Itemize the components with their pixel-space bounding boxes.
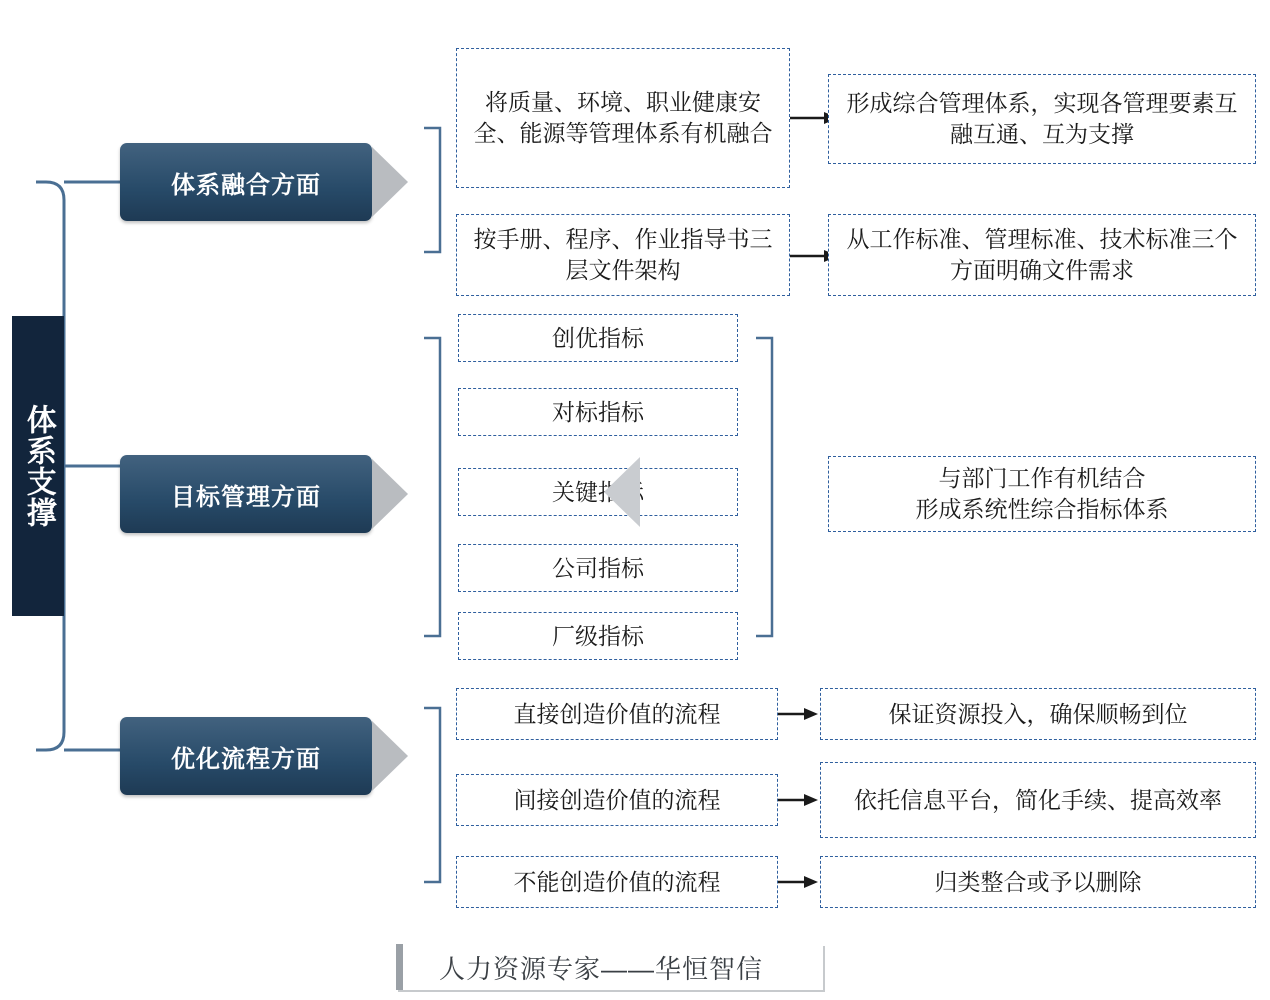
root-label: 体系支撑 (21, 404, 55, 528)
goal-item-2[interactable]: 对标指标 (458, 388, 738, 436)
process-result-3[interactable]: 归类整合或予以删除 (820, 856, 1256, 908)
goal-note[interactable] (828, 456, 1256, 532)
integration-item-2[interactable]: 按手册、程序、作业指导书三层文件架构 (456, 214, 790, 296)
goal-item-1[interactable]: 创优指标 (458, 314, 738, 362)
category-integration[interactable] (120, 143, 372, 221)
goal-note-line-1: 与部门工作有机结合 (938, 465, 1146, 492)
chevron-right-icon (372, 459, 408, 529)
integration-result-2[interactable]: 从工作标准、管理标准、技术标准三个方面明确文件需求 (828, 214, 1256, 296)
goal-item-5[interactable]: 厂级指标 (458, 612, 738, 660)
process-result-1[interactable]: 保证资源投入，确保顺畅到位 (820, 688, 1256, 740)
goal-item-3[interactable]: 关键指标 (458, 468, 738, 516)
integration-item-1[interactable]: 将质量、环境、职业健康安全、能源等管理体系有机融合 (456, 48, 790, 188)
category-process[interactable] (120, 717, 372, 795)
goal-note-line-2: 形成系统性综合指标体系 (915, 496, 1169, 522)
chevron-left-icon (604, 457, 640, 527)
category-process-label: 优化流程方面 (171, 745, 321, 773)
process-result-2[interactable]: 依托信息平台，简化手续、提高效率 (820, 762, 1256, 838)
chevron-right-icon (372, 147, 408, 217)
root-node (12, 316, 64, 616)
process-item-3[interactable]: 不能创造价值的流程 (456, 856, 778, 908)
category-integration-label: 体系融合方面 (171, 171, 321, 199)
chevron-right-icon (372, 721, 408, 791)
process-item-2[interactable]: 间接创造价值的流程 (456, 774, 778, 826)
goal-item-4[interactable]: 公司指标 (458, 544, 738, 592)
process-item-1[interactable]: 直接创造价值的流程 (456, 688, 778, 740)
category-goal[interactable] (120, 455, 372, 533)
category-goal-label: 目标管理方面 (171, 483, 321, 511)
integration-result-1[interactable]: 形成综合管理体系，实现各管理要素互融互通、互为支撑 (828, 74, 1256, 164)
footer-plaque (386, 940, 816, 992)
footer-text: 人力资源专家——华恒智信 (438, 953, 763, 984)
